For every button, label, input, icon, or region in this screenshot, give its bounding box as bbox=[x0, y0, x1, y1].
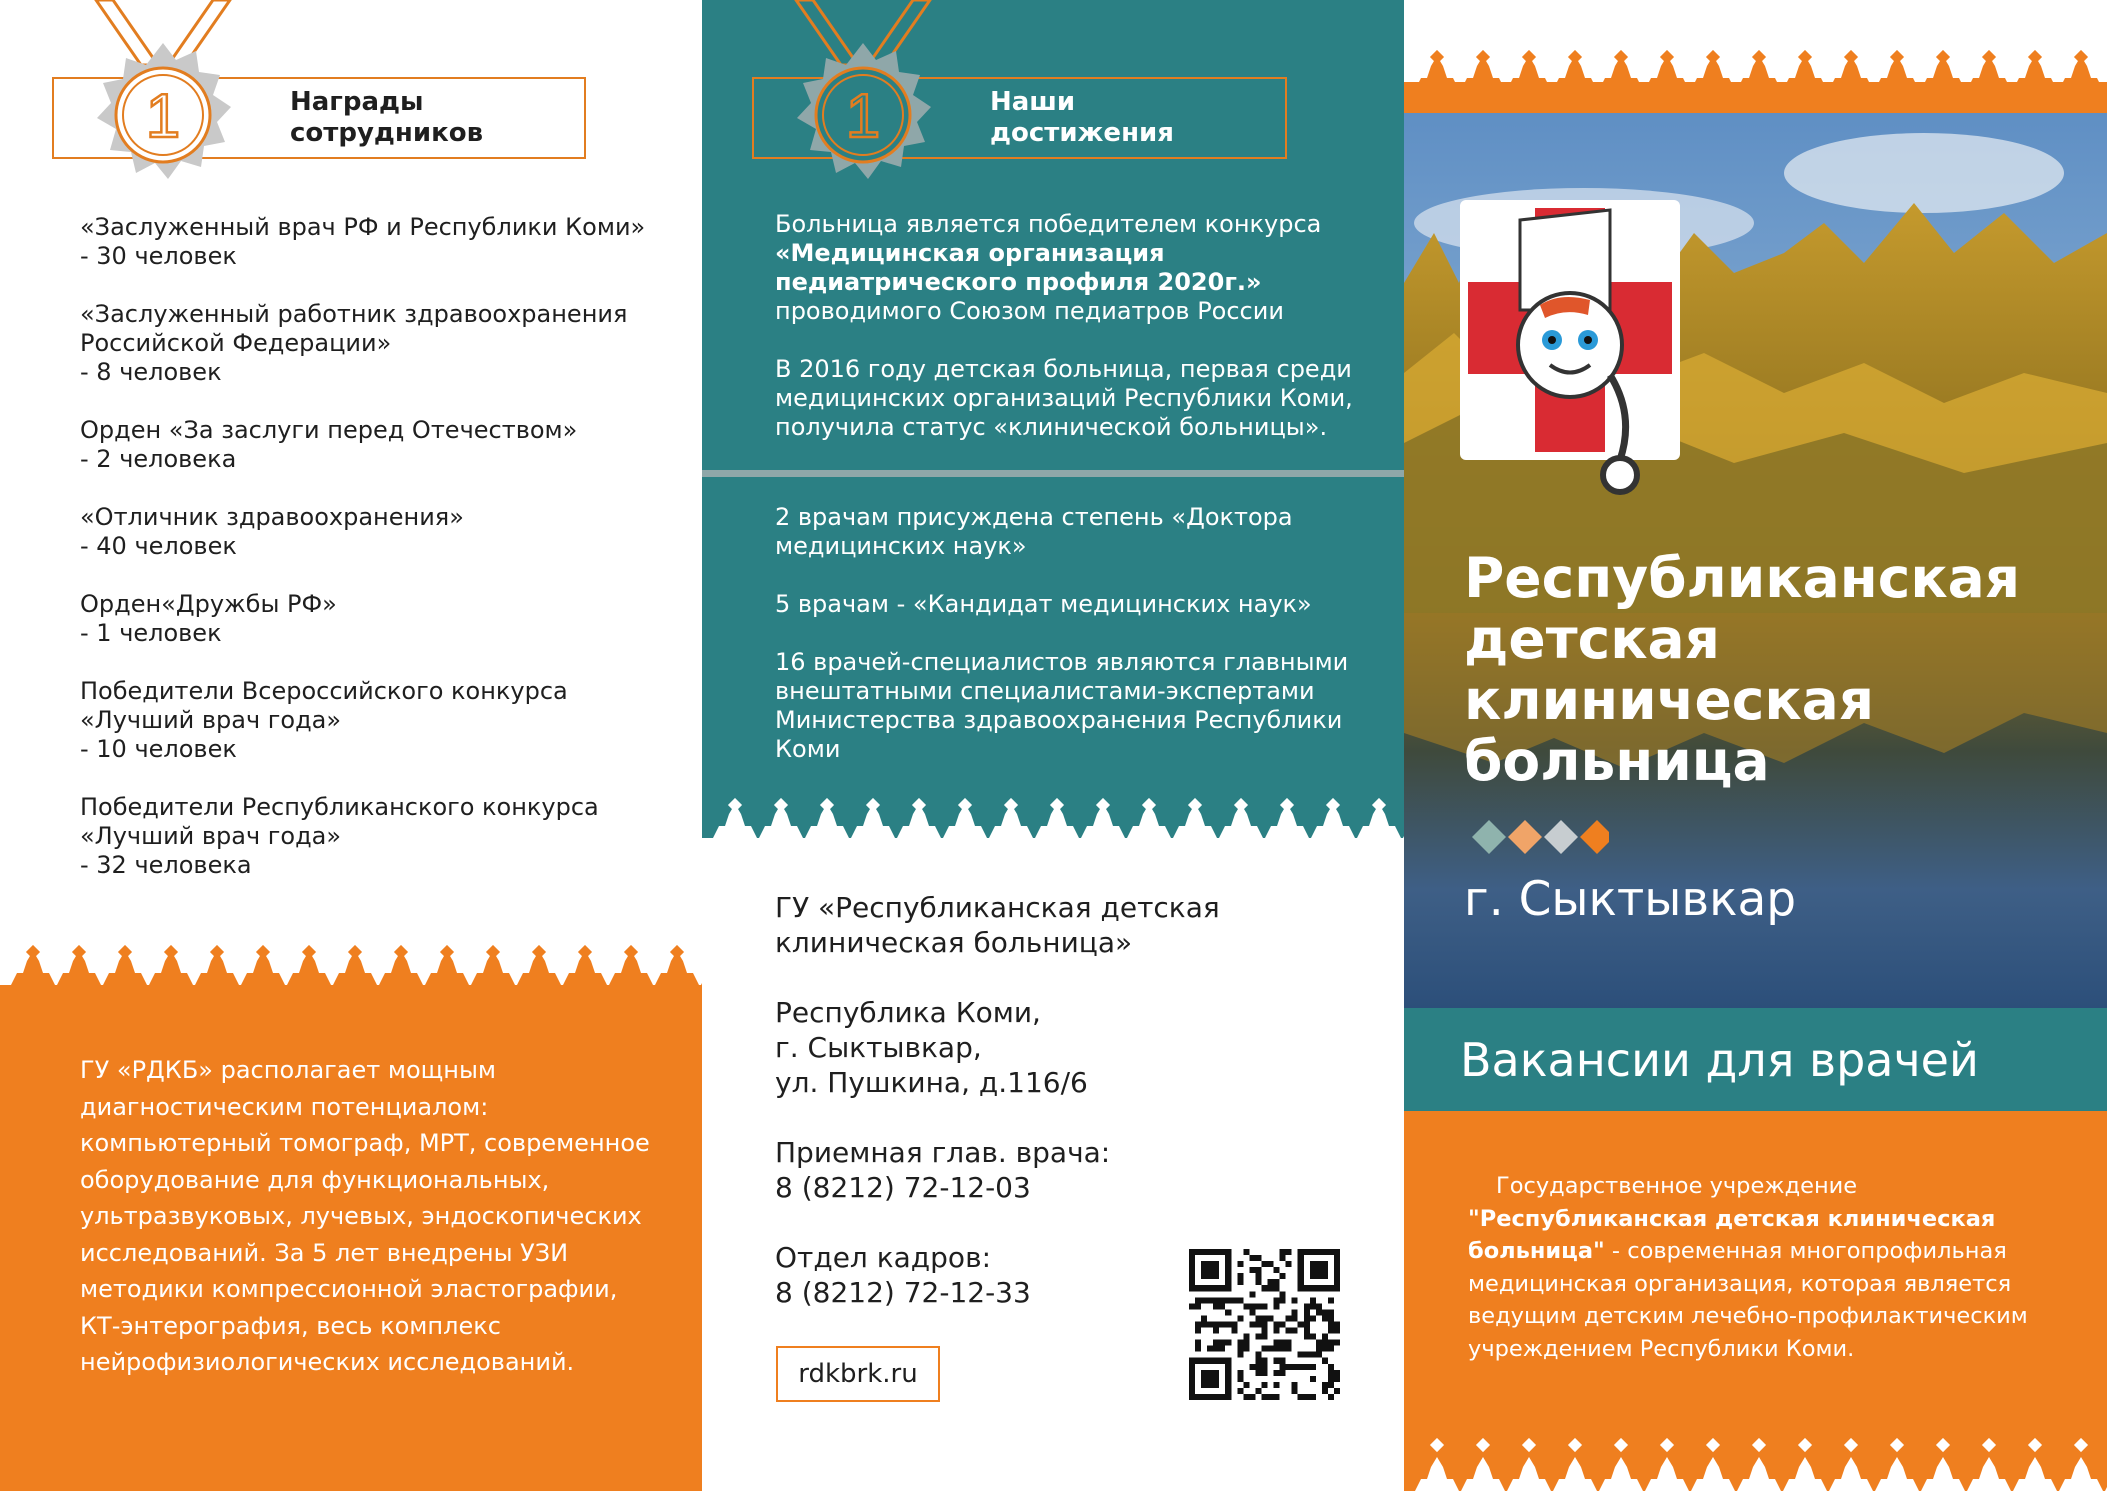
awards-heading bbox=[290, 87, 483, 149]
svg-text:1: 1 bbox=[145, 82, 181, 151]
award-count: - 8 человек bbox=[80, 358, 222, 386]
address: Республика Коми, г. Сыктывкар, ул. Пушкина, д.116/6 bbox=[775, 996, 1088, 1099]
achievements-heading-line2: достижения bbox=[990, 118, 1174, 148]
hr-department: Отдел кадров: 8 (8212) 72-12-33 bbox=[775, 1241, 1031, 1309]
award-item bbox=[80, 300, 680, 387]
achievement-5: 16 врачей-специалистов являются главными внештатными специалистами-экспертами Министерства здравоохранения Республики Коми bbox=[775, 648, 1349, 763]
achievements-heading-line1: Наши bbox=[990, 87, 1076, 117]
website-link[interactable]: rdkbrk.ru bbox=[776, 1346, 940, 1402]
award-item bbox=[80, 793, 680, 880]
award-name: Победители Республиканского конкурса «Лучший врач года» bbox=[80, 793, 599, 850]
award-count: - 30 человек bbox=[80, 242, 237, 270]
orange-strip bbox=[1404, 82, 2107, 114]
award-name: «Отличник здравоохранения» bbox=[80, 503, 464, 531]
right-panel bbox=[1404, 0, 2107, 1491]
mascot-logo bbox=[1460, 200, 1680, 515]
middle-panel bbox=[702, 0, 1404, 1491]
hospital-title: Республиканская детская клиническая больница bbox=[1464, 546, 2021, 793]
zigzag-border bbox=[1404, 1438, 2107, 1491]
achievements-lower bbox=[775, 503, 1375, 793]
award-name: Орден «За заслуги перед Отечеством» bbox=[80, 416, 578, 444]
award-item bbox=[80, 416, 680, 474]
award-item bbox=[80, 590, 680, 648]
award-count: - 40 человек bbox=[80, 532, 237, 560]
achievement-4: 5 врачам - «Кандидат медицинских наук» bbox=[775, 590, 1312, 618]
achievement-1: Больница является победителем конкурса «Медицинская организация педиатрического профиля 2020г.» проводимого Союзом педиатров России bbox=[775, 210, 1322, 325]
reception: Приемная глав. врача: 8 (8212) 72-12-03 bbox=[775, 1136, 1111, 1204]
left-panel bbox=[0, 0, 702, 1491]
award-name: «Заслуженный врач РФ и Республики Коми» bbox=[80, 213, 646, 241]
award-name: «Заслуженный работник здравоохранения Российской Федерации» bbox=[80, 300, 628, 357]
awards-list bbox=[80, 213, 680, 909]
medal-icon bbox=[778, 0, 948, 190]
award-name: Победители Всероссийского конкурса «Лучший врач года» bbox=[80, 677, 568, 734]
achievements-heading bbox=[990, 87, 1174, 149]
divider bbox=[702, 470, 1404, 477]
diamond-ornament bbox=[1469, 816, 1609, 858]
awards-heading-line2: сотрудников bbox=[290, 118, 484, 148]
hospital-description: Государственное учреждение "Республиканская детская клиническая больница" - современная многопрофильная медицинская организация, которая является ведущим детским лечебно-профилактическим учреждением Республики Коми. bbox=[1468, 1173, 2028, 1362]
zigzag-border bbox=[702, 798, 1404, 838]
diagnostics-text: ГУ «РДКБ» располагает мощным диагностическим потенциалом: компьютерный томограф, МРТ, современное оборудование для функциональных, ультразвуковых, лучевых, эндоскопических исследований. За 5 лет внедрены УЗИ методики компрессионной эластографии, КТ-энтерография, весь комплекс нейрофизиологических исследований. bbox=[80, 1056, 650, 1376]
achievement-2: В 2016 году детская больница, первая среди медицинских организаций Республики Коми, получила статус «клинической больницы». bbox=[775, 355, 1353, 441]
zigzag-border bbox=[0, 945, 702, 985]
award-count: - 32 человека bbox=[80, 851, 252, 879]
awards-heading-line1: Награды bbox=[290, 87, 424, 117]
medal-icon bbox=[78, 0, 248, 190]
award-count: - 2 человека bbox=[80, 445, 237, 473]
award-count: - 1 человек bbox=[80, 619, 222, 647]
city-label: г. Сыктывкар bbox=[1464, 872, 1797, 927]
achievement-3: 2 врачам присуждена степень «Доктора медицинских наук» bbox=[775, 503, 1293, 560]
vacancies-label: Вакансии для врачей bbox=[1460, 1033, 1979, 1087]
award-item bbox=[80, 503, 680, 561]
achievements-upper bbox=[775, 210, 1375, 471]
award-item bbox=[80, 213, 680, 271]
award-count: - 10 человек bbox=[80, 735, 237, 763]
award-name: Орден«Дружбы РФ» bbox=[80, 590, 337, 618]
qr-code[interactable] bbox=[1189, 1249, 1340, 1400]
award-item bbox=[80, 677, 680, 764]
svg-text:1: 1 bbox=[845, 82, 881, 151]
org-name: ГУ «Республиканская детская клиническая больница» bbox=[775, 891, 1220, 959]
